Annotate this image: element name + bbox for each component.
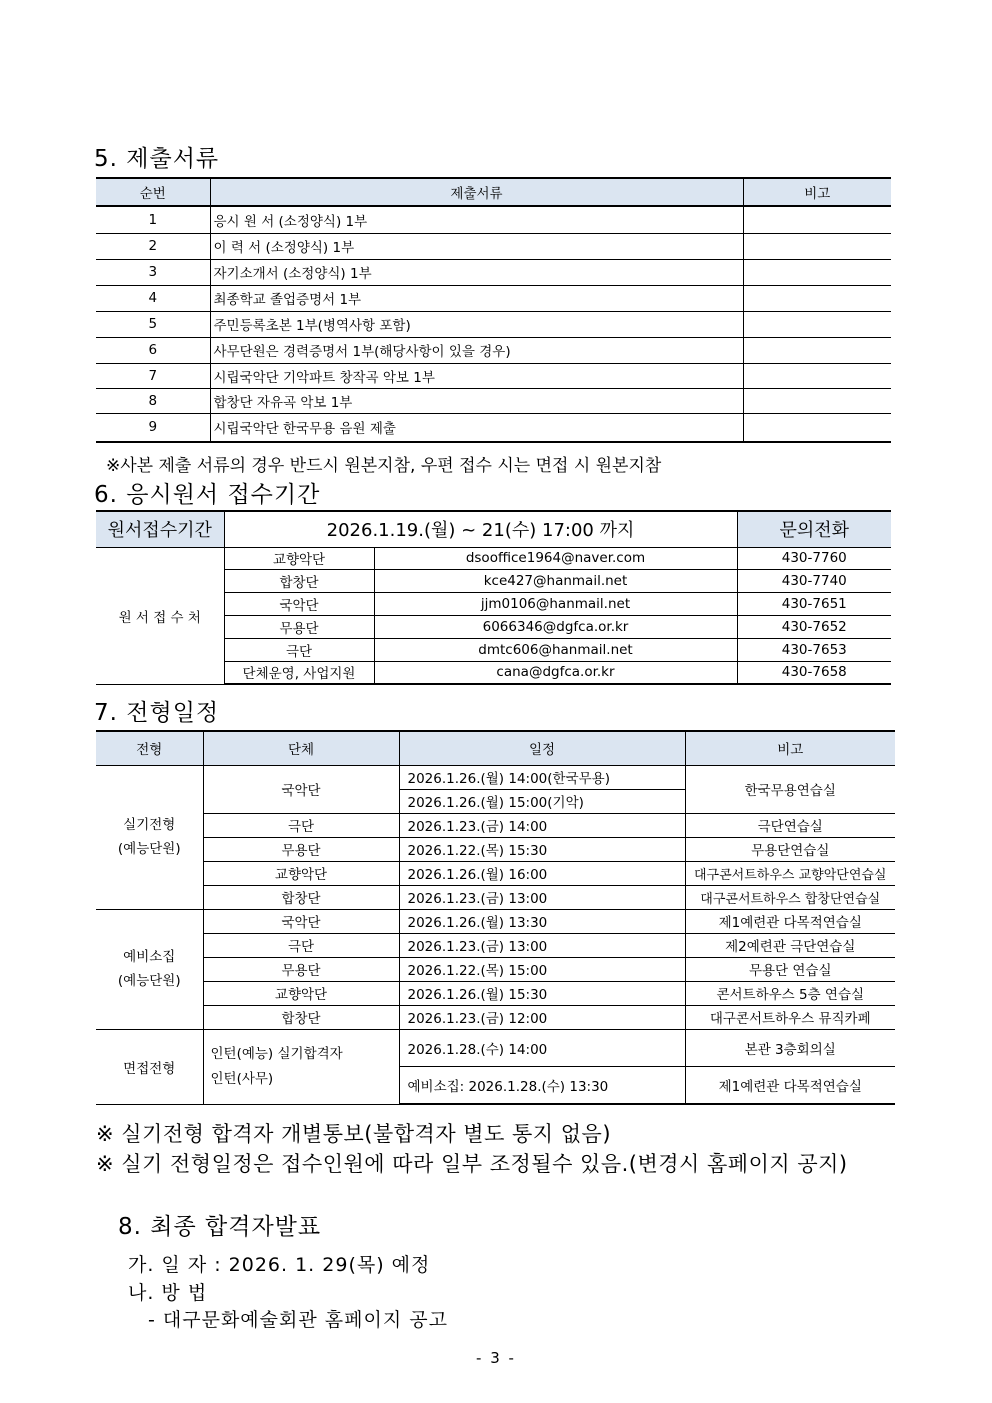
table-row — [96, 1005, 895, 1029]
application-table — [96, 510, 891, 685]
schedule-note: 본관 3층회의실 — [685, 1029, 895, 1066]
section7-title: 7. 전형일정 — [94, 700, 220, 726]
interview-group-line1: 인턴(예능) 실기합격자 — [210, 1045, 343, 1062]
row-doc: 시립국악단 기악파트 창작곡 악보 1부 — [210, 363, 743, 388]
schedule-note: 대구콘서트하우스 합창단연습실 — [685, 885, 895, 909]
table-row — [96, 909, 895, 933]
schedule-note: 대구콘서트하우스 교향악단연습실 — [685, 861, 895, 885]
table-row — [96, 206, 891, 233]
schedule-date: 2026.1.26.(월) 14:00(한국무용) — [399, 765, 685, 789]
table-row — [96, 1029, 895, 1066]
contact-phone: 430-7652 — [737, 615, 891, 638]
practical-stage-sublabel: (예능단원) — [117, 841, 181, 857]
col-header-group: 단체 — [203, 731, 399, 765]
section7-note-1: ※ 실기전형 합격자 개별통보(불합격자 별도 통지 없음) — [96, 1122, 612, 1146]
schedule-note: 제2예련관 극단연습실 — [685, 933, 895, 957]
contact-email: dmtc606@hanmail.net — [374, 638, 737, 661]
schedule-group: 합창단 — [203, 1005, 399, 1029]
interview-group-line2: 인턴(사무) — [210, 1070, 274, 1087]
table-row — [96, 957, 895, 981]
contact-phone: 430-7658 — [737, 661, 891, 684]
col-header-note: 비고 — [743, 178, 891, 206]
page-number: - 3 - — [476, 1349, 516, 1367]
col-header-doc: 제출서류 — [210, 178, 743, 206]
row-note — [743, 285, 891, 311]
interview-group — [203, 1029, 399, 1104]
section7-note-2: ※ 실기 전형일정은 접수인원에 따라 일부 조정될수 있음.(변경시 홈페이지 공지) — [96, 1152, 848, 1176]
contact-phone: 430-7760 — [737, 547, 891, 569]
schedule-group: 국악단 — [203, 765, 399, 813]
table-row — [96, 547, 891, 569]
schedule-date: 2026.1.26.(월) 16:00 — [399, 861, 685, 885]
table-row — [96, 233, 891, 259]
row-note — [743, 337, 891, 363]
schedule-date: 예비소집: 2026.1.28.(수) 13:30 — [399, 1066, 685, 1104]
contact-phone: 430-7740 — [737, 569, 891, 592]
schedule-table — [96, 730, 895, 1105]
schedule-date: 2026.1.23.(금) 13:00 — [399, 933, 685, 957]
row-note — [743, 388, 891, 413]
section5-title: 5. 제출서류 — [94, 146, 220, 172]
section6-title: 6. 응시원서 접수기간 — [94, 482, 321, 508]
row-doc: 이 력 서 (소정양식) 1부 — [210, 233, 743, 259]
schedule-note: 콘서트하우스 5층 연습실 — [685, 981, 895, 1005]
row-no: 4 — [96, 285, 210, 311]
schedule-date: 2026.1.28.(수) 14:00 — [399, 1029, 685, 1066]
row-doc: 합창단 자유곡 악보 1부 — [210, 388, 743, 413]
schedule-group: 합창단 — [203, 885, 399, 909]
row-note — [743, 206, 891, 233]
schedule-group: 교향악단 — [203, 981, 399, 1005]
table-row — [96, 413, 891, 442]
row-note — [743, 233, 891, 259]
schedule-group: 극단 — [203, 813, 399, 837]
table-row — [96, 363, 891, 388]
contact-email: jjm0106@hanmail.net — [374, 592, 737, 615]
contact-email: kce427@hanmail.net — [374, 569, 737, 592]
table-row — [96, 311, 891, 337]
table-row — [96, 837, 895, 861]
period-value: 2026.1.19.(월) ~ 21(수) 17:00 까지 — [224, 511, 737, 547]
contact-email: 6066346@dgfca.or.kr — [374, 615, 737, 638]
section5-footnote: ※사본 제출 서류의 경우 반드시 원본지참, 우편 접수 시는 면접 시 원본지참 — [106, 456, 662, 476]
schedule-date: 2026.1.23.(금) 14:00 — [399, 813, 685, 837]
row-no: 1 — [96, 206, 210, 233]
contact-email: dsooffice1964@naver.com — [374, 547, 737, 569]
col-header-stage: 전형 — [96, 731, 203, 765]
announcement-date: 가. 일 자 : 2026. 1. 29(목) 예정 — [128, 1254, 431, 1276]
contact-phone: 430-7653 — [737, 638, 891, 661]
contact-group: 극단 — [224, 638, 374, 661]
row-doc: 자기소개서 (소정양식) 1부 — [210, 259, 743, 285]
schedule-date: 2026.1.22.(목) 15:00 — [399, 957, 685, 981]
section8-title: 8. 최종 합격자발표 — [118, 1214, 322, 1240]
row-no: 8 — [96, 388, 210, 413]
row-doc: 시립국악단 한국무용 음원 제출 — [210, 413, 743, 442]
schedule-date: 2026.1.26.(월) 15:00(기악) — [399, 789, 685, 813]
row-doc: 최종학교 졸업증명서 1부 — [210, 285, 743, 311]
row-note — [743, 259, 891, 285]
table-row — [96, 885, 895, 909]
contact-group: 교향악단 — [224, 547, 374, 569]
schedule-note: 제1예련관 다목적연습실 — [685, 909, 895, 933]
row-note — [743, 363, 891, 388]
schedule-group: 교향악단 — [203, 861, 399, 885]
schedule-note: 무용단연습실 — [685, 837, 895, 861]
row-no: 2 — [96, 233, 210, 259]
schedule-group: 무용단 — [203, 957, 399, 981]
schedule-group: 국악단 — [203, 909, 399, 933]
row-note — [743, 413, 891, 442]
table-row — [96, 813, 895, 837]
schedule-note: 극단연습실 — [685, 813, 895, 837]
table-row — [96, 981, 895, 1005]
row-no: 3 — [96, 259, 210, 285]
col-header-no: 순번 — [96, 178, 210, 206]
contact-group: 무용단 — [224, 615, 374, 638]
practical-stage-label: 실기전형 — [123, 817, 176, 833]
contact-group: 국악단 — [224, 592, 374, 615]
table-row — [96, 765, 895, 789]
reserve-stage-sublabel: (예능단원) — [117, 973, 181, 989]
schedule-date: 2026.1.23.(금) 13:00 — [399, 885, 685, 909]
period-label: 원서접수기간 — [96, 511, 224, 547]
schedule-date: 2026.1.22.(목) 15:30 — [399, 837, 685, 861]
row-doc: 응시 원 서 (소정양식) 1부 — [210, 206, 743, 233]
schedule-note: 제1예련관 다목적연습실 — [685, 1066, 895, 1104]
contact-group: 단체운영, 사업지원 — [224, 661, 374, 684]
schedule-note: 무용단 연습실 — [685, 957, 895, 981]
schedule-note: 대구콘서트하우스 뮤직카페 — [685, 1005, 895, 1029]
contact-email: cana@dgfca.or.kr — [374, 661, 737, 684]
contact-phone: 430-7651 — [737, 592, 891, 615]
announcement-method: - 대구문화예술회관 홈페이지 공고 — [148, 1309, 448, 1331]
row-doc: 사무단원은 경력증명서 1부(해당사항이 있을 경우) — [210, 337, 743, 363]
contact-label: 문의전화 — [737, 511, 891, 547]
table-row — [96, 259, 891, 285]
schedule-group: 극단 — [203, 933, 399, 957]
schedule-date: 2026.1.23.(금) 12:00 — [399, 1005, 685, 1029]
row-no: 7 — [96, 363, 210, 388]
place-label: 원 서 접 수 처 — [96, 547, 224, 684]
schedule-group: 무용단 — [203, 837, 399, 861]
reserve-stage — [96, 909, 203, 1029]
announcement-method-label: 나. 방 법 — [128, 1282, 208, 1304]
col-header-note: 비고 — [685, 731, 895, 765]
table-row — [96, 861, 895, 885]
table-row — [96, 285, 891, 311]
contact-group: 합창단 — [224, 569, 374, 592]
documents-table — [96, 177, 891, 443]
schedule-note: 한국무용연습실 — [685, 765, 895, 813]
table-row — [96, 388, 891, 413]
schedule-date: 2026.1.26.(월) 13:30 — [399, 909, 685, 933]
row-no: 5 — [96, 311, 210, 337]
practical-stage — [96, 765, 203, 909]
row-doc: 주민등록초본 1부(병역사항 포함) — [210, 311, 743, 337]
row-note — [743, 311, 891, 337]
table-row — [96, 933, 895, 957]
row-no: 6 — [96, 337, 210, 363]
row-no: 9 — [96, 413, 210, 442]
schedule-date: 2026.1.26.(월) 15:30 — [399, 981, 685, 1005]
col-header-schedule: 일정 — [399, 731, 685, 765]
interview-stage: 면접전형 — [96, 1029, 203, 1104]
table-row — [96, 337, 891, 363]
reserve-stage-label: 예비소집 — [123, 949, 176, 965]
